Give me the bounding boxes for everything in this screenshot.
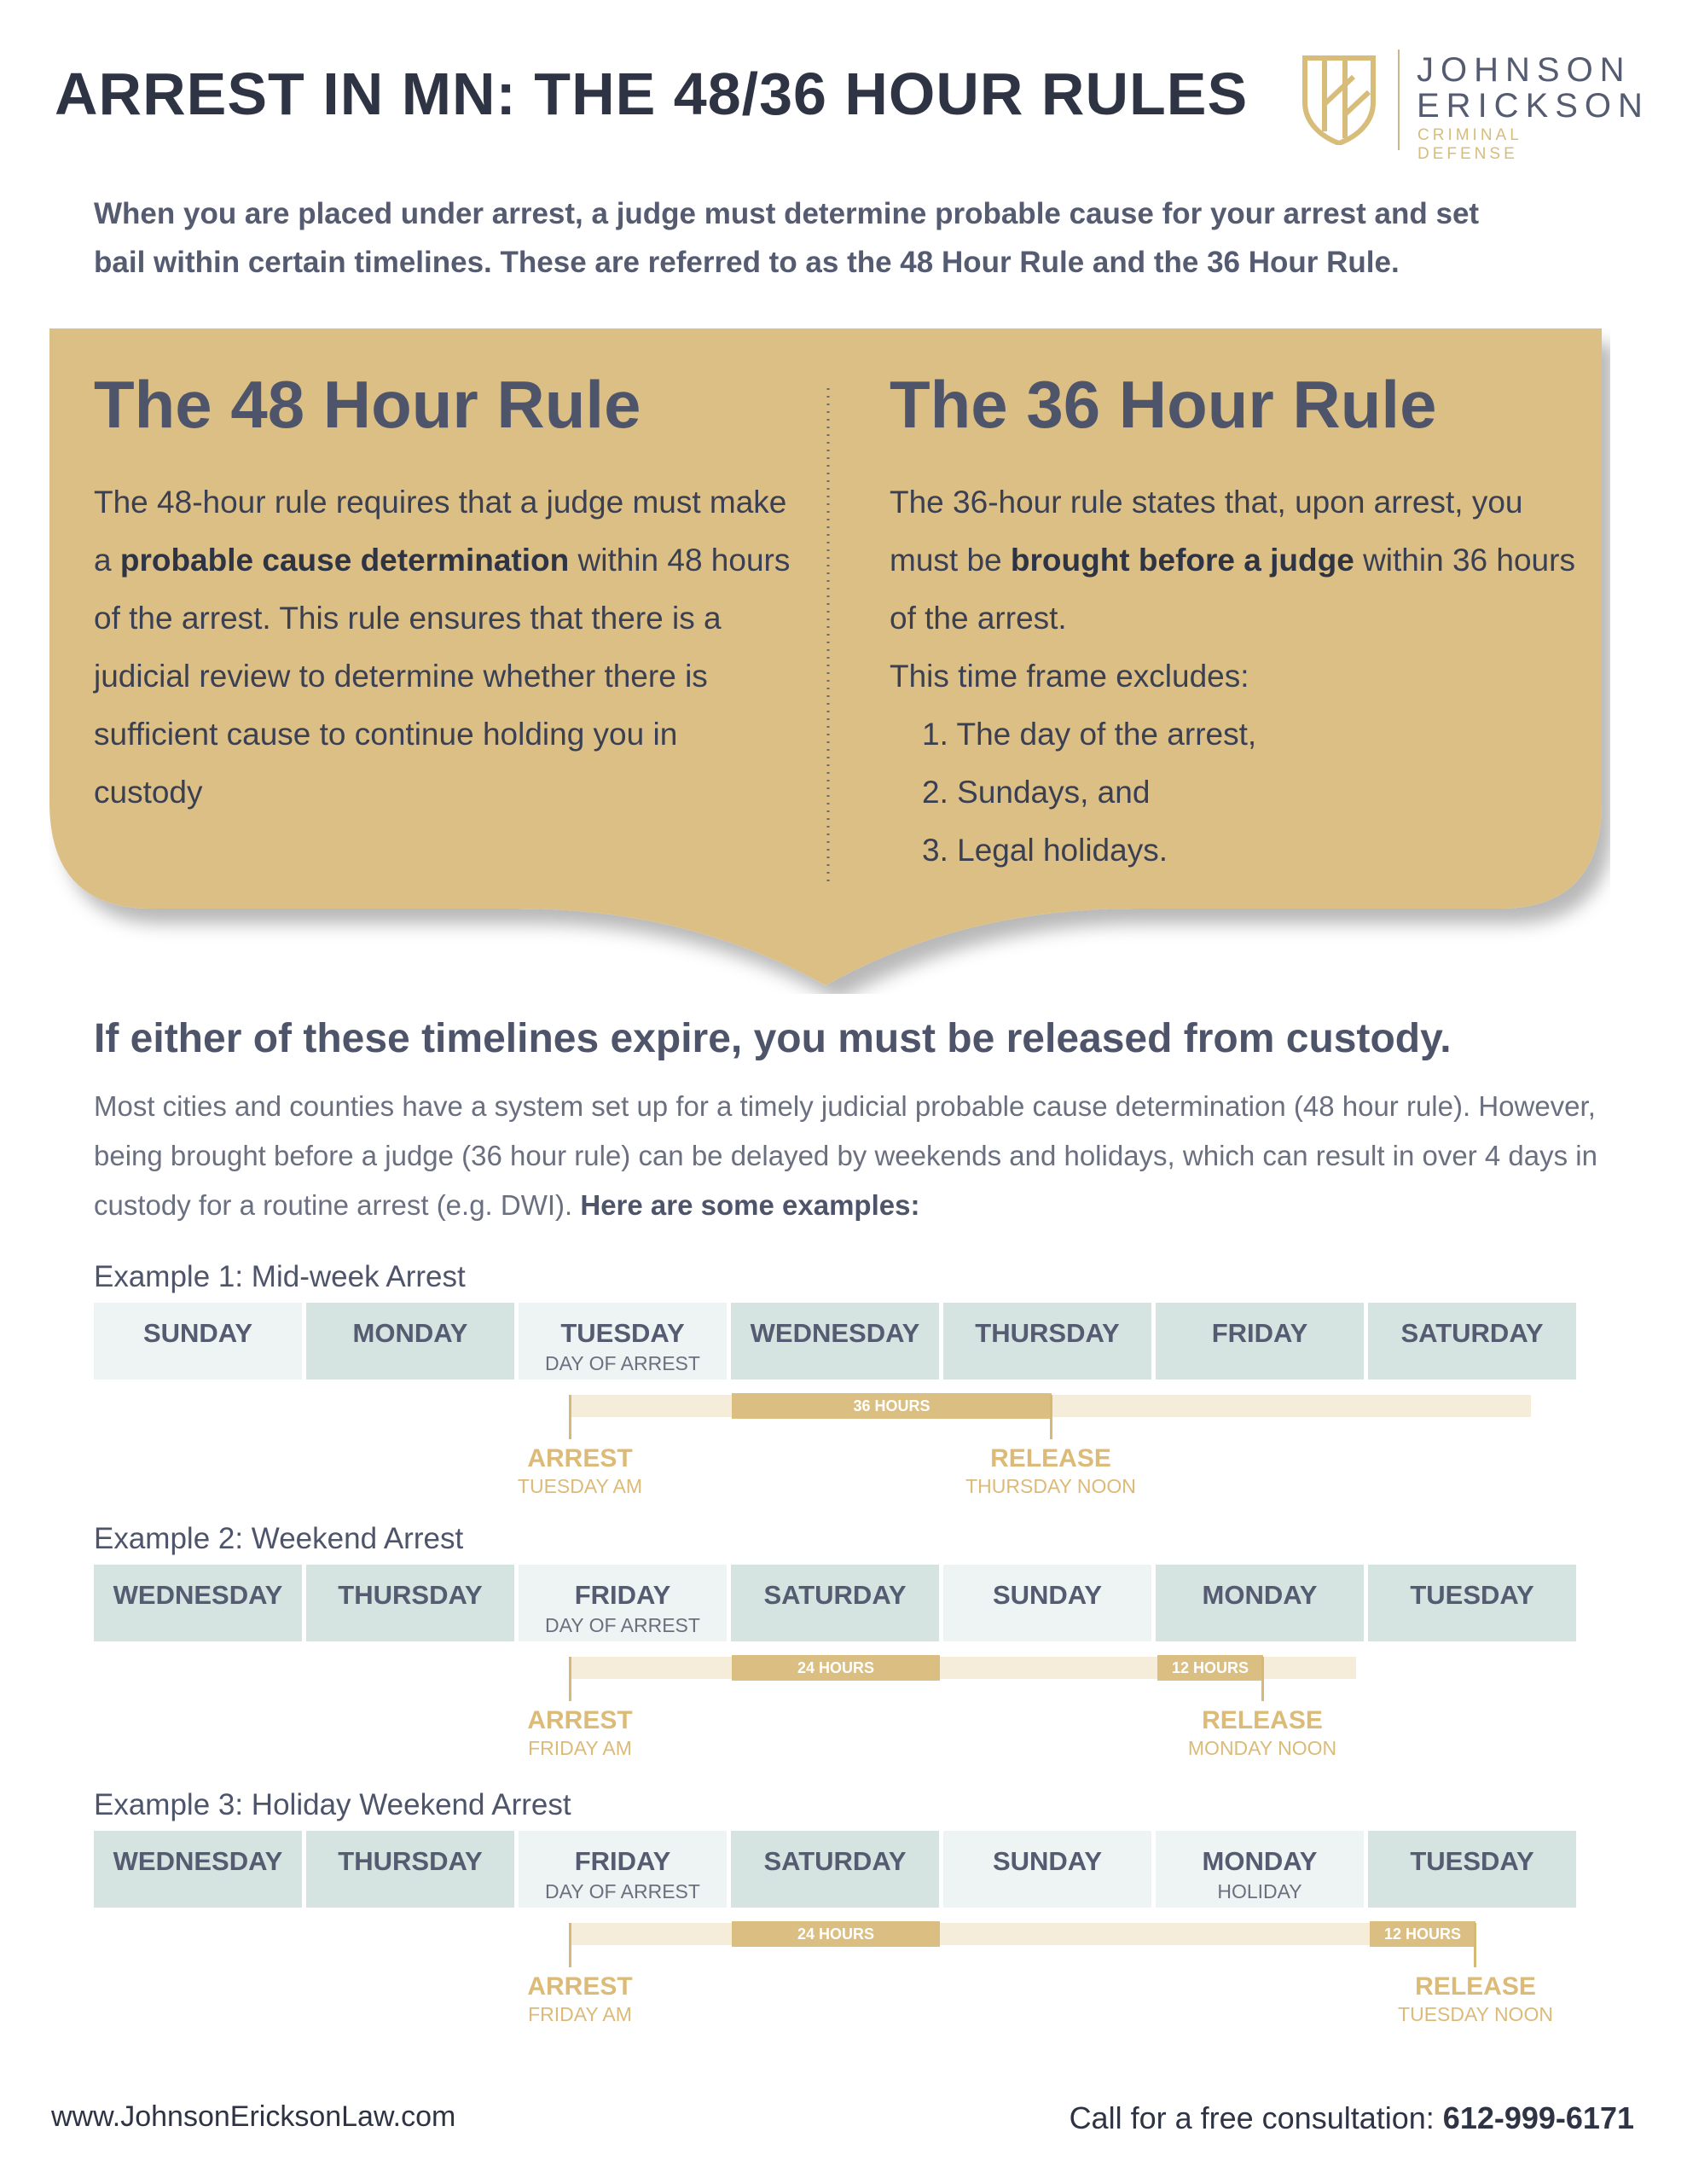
day-cell [943,1565,1151,1641]
day-cell [1156,1831,1364,1908]
day-name: FRIDAY [1211,1318,1308,1348]
day-name: THURSDAY [975,1318,1120,1348]
day-cell [519,1831,727,1908]
example-title: Example 1: Mid-week Arrest [94,1260,466,1293]
day-name: MONDAY [1202,1580,1318,1610]
consultation-text: Call for a free consultation: [1069,2100,1443,2135]
day-note: DAY OF ARREST [545,1352,700,1374]
release-time: MONDAY NOON [1187,1737,1337,1759]
rule-48-text-b: within 48 hours of the arrest. This rule ensures that there is a judicial review to determine whether there is sufficient cause to continue holding you in custody [94,543,791,810]
list-item: 1. The day of the arrest, [922,717,1257,752]
day-cell [1156,1303,1364,1380]
rule-36-paragraph [890,473,1589,648]
day-cell [943,1303,1151,1380]
example-3 [94,1788,1578,2036]
rule-48-highlight: probable cause determination [119,543,570,578]
timeline-24-hours: 24 HOURS [732,1655,940,1681]
day-name: WEDNESDAY [113,1580,283,1610]
release-time: THURSDAY NOON [965,1475,1136,1497]
timeline-bar [571,1923,1475,1945]
release-marker [1050,1395,1052,1439]
day-name: TUESDAY [1410,1580,1534,1610]
day-cell [731,1565,939,1641]
day-note: DAY OF ARREST [545,1880,700,1902]
release-title: RELEASE [1202,1706,1323,1734]
day-cell [1156,1565,1364,1641]
list-item: 2. Sundays, and [922,775,1151,810]
day-note: DAY OF ARREST [545,1614,700,1636]
release-label [1365,1972,1586,2026]
logo-text-tagline: CRIMINAL DEFENSE [1417,126,1522,163]
week-table [94,1565,1578,1641]
day-cell [519,1565,727,1641]
day-cell [306,1303,514,1380]
day-name: FRIDAY [574,1580,671,1610]
week-table [94,1303,1578,1380]
rule-36-text-a: The 36-hour rule states that, upon arrest, you must be [890,485,1523,578]
website-link[interactable]: www.JohnsonEricksonLaw.com [51,2100,456,2133]
rule-36-highlight: brought before a judge [1010,543,1354,578]
week-table [94,1831,1578,1908]
timeline-36-hours: 36 HOURS [732,1393,1052,1419]
release-marker [1261,1657,1264,1701]
arrest-marker [569,1657,571,1701]
release-title: RELEASE [1415,1972,1536,2001]
explanation-highlight: Here are some examples: [580,1189,920,1221]
day-note: HOLIDAY [1217,1880,1302,1902]
release-marker [1474,1923,1476,1967]
page-title: ARREST IN MN: THE 48/36 HOUR RULES [55,61,1249,127]
intro-paragraph [94,189,1595,287]
day-name: WEDNESDAY [750,1318,920,1348]
shield-logo-icon [1301,53,1377,145]
phone-number-link[interactable]: 612-999-6171 [1442,2100,1634,2135]
rule-48-text-a: The 48-hour rule requires that a judge must make a [94,485,787,578]
day-cell [94,1831,302,1908]
day-name: SUNDAY [992,1846,1103,1876]
intro-line-1: When you are placed under arrest, a judge must determine probable cause for your arrest and set [94,197,1480,230]
rule-36-text-b: within 36 hours of the arrest. [890,543,1575,636]
day-cell [519,1303,727,1380]
day-name: FRIDAY [574,1846,671,1876]
day-name: TUESDAY [1410,1846,1534,1876]
release-label [1151,1706,1373,1760]
explanation-paragraph [94,1082,1620,1230]
intro-line-2: bail within certain timelines. These are referred to as the 48 Hour Rule and the 36 Hour Rule. [94,246,1400,279]
example-1 [94,1260,1578,1507]
rule-36-excludes-intro: This time frame excludes: [890,659,1249,694]
release-label [940,1444,1162,1498]
day-name: WEDNESDAY [113,1846,283,1876]
rule-36-excludes-list [890,706,1589,880]
day-cell [731,1303,939,1380]
logo-text-erickson: ERICKSON [1417,87,1649,125]
explanation-text: Most cities and counties have a system set up for a timely judicial probable cause determination (48 hour rule). However, being brought before a judge (36 hour rule) can be delayed by weekends and holidays, which can result in over 4 days in custody for a routine arrest (e.g. DWI). [94,1090,1597,1221]
day-name: MONDAY [352,1318,468,1348]
day-cell [94,1303,302,1380]
day-name: SATURDAY [763,1580,907,1610]
day-name: MONDAY [1202,1846,1318,1876]
day-cell [306,1831,514,1908]
timeline-12-hours: 12 HOURS [1157,1655,1263,1681]
arrest-title: ARREST [527,1444,633,1472]
release-title: RELEASE [990,1444,1111,1472]
day-cell [943,1831,1151,1908]
example-title: Example 2: Weekend Arrest [94,1522,464,1555]
day-cell [731,1831,939,1908]
day-name: SUNDAY [992,1580,1103,1610]
arrest-label [469,1706,691,1760]
example-2 [94,1522,1578,1769]
day-name: SUNDAY [142,1318,253,1348]
arrest-title: ARREST [527,1972,633,2001]
day-cell [306,1565,514,1641]
rules-panel [49,328,1610,994]
day-cell [1368,1565,1576,1641]
rule-48-body [94,473,793,822]
arrest-title: ARREST [527,1706,633,1734]
arrest-marker [569,1923,571,1967]
release-callout: If either of these timelines expire, you must be released from custody. [94,1016,1452,1061]
day-name: SATURDAY [1400,1318,1544,1348]
example-title: Example 3: Holiday Weekend Arrest [94,1788,571,1821]
logo-text-johnson: JOHNSON [1417,51,1632,89]
arrest-marker [569,1395,571,1439]
arrest-time: FRIDAY AM [528,1737,632,1759]
day-name: TUESDAY [560,1318,685,1348]
arrest-time: FRIDAY AM [528,2003,632,2025]
release-time: TUESDAY NOON [1398,2003,1553,2025]
day-name: SATURDAY [763,1846,907,1876]
firm-logo[interactable] [1301,49,1649,163]
arrest-label [469,1444,691,1498]
logo-divider [1398,49,1400,150]
rule-36-body [890,473,1589,880]
rule-48-title: The 48 Hour Rule [94,367,641,442]
list-item: 3. Legal holidays. [922,833,1168,868]
day-name: THURSDAY [338,1846,483,1876]
rule-36-title: The 36 Hour Rule [890,367,1437,442]
day-cell [1368,1303,1576,1380]
day-cell [1368,1831,1576,1908]
day-name: THURSDAY [338,1580,483,1610]
arrest-time: TUESDAY AM [517,1475,643,1497]
timeline-12-hours: 12 HOURS [1370,1921,1475,1947]
arrest-label [469,1972,691,2026]
timeline-24-hours: 24 HOURS [732,1921,940,1947]
consultation-cta [1070,2100,1634,2136]
day-cell [94,1565,302,1641]
